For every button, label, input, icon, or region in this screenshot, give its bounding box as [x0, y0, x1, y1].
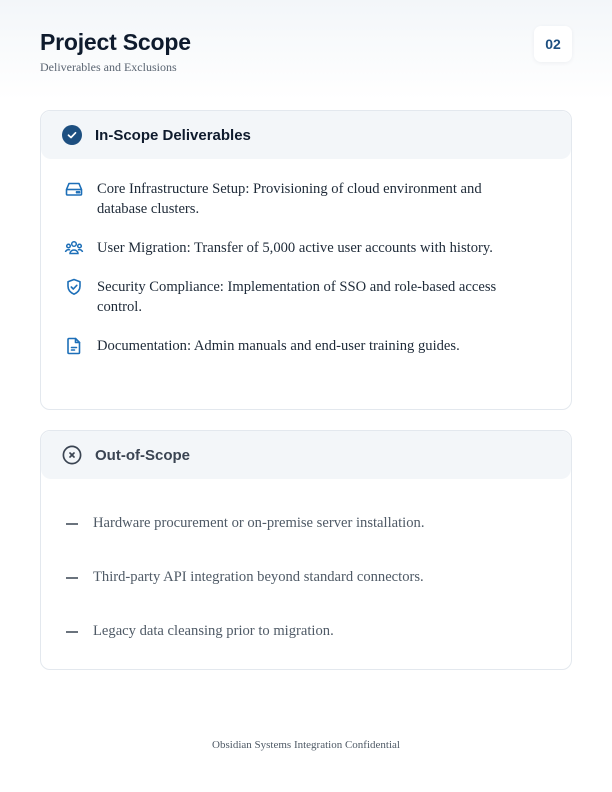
item-text: User Migration: Transfer of 5,000 active user accounts with history.: [97, 240, 493, 256]
in-scope-header: [41, 111, 571, 159]
out-of-scope-header: [41, 431, 571, 479]
list-item: [64, 238, 531, 258]
page-title: Project Scope: [40, 29, 191, 55]
list-item: [66, 494, 531, 553]
in-scope-card: [40, 110, 572, 410]
list-item: [66, 548, 531, 607]
check-circle-icon: [62, 125, 82, 145]
list-item: [66, 602, 531, 661]
in-scope-title: In-Scope Deliverables: [95, 126, 251, 144]
item-text: Documentation: Admin manuals and end-user training guides.: [97, 338, 460, 354]
footer-text: Obsidian Systems Integration Confidential: [212, 739, 400, 751]
item-text: Core Infrastructure Setup: Provisioning of cloud environment and database clusters.: [97, 181, 482, 217]
list-item: [64, 277, 531, 317]
out-of-scope-title: Out-of-Scope: [95, 446, 190, 464]
shield-check-icon: [64, 277, 84, 297]
out-of-scope-list: [41, 479, 571, 661]
page-subtitle: Deliverables and Exclusions: [40, 60, 177, 74]
hard-drive-icon: [64, 179, 84, 199]
x-circle-icon: [62, 445, 82, 465]
list-item: [64, 179, 531, 219]
out-of-scope-card: [40, 430, 572, 670]
dash-icon: [66, 631, 78, 633]
document-icon: [64, 336, 84, 356]
item-text: Third-party API integration beyond standard connectors.: [93, 569, 424, 585]
item-text: Hardware procurement or on-premise server installation.: [93, 515, 425, 531]
item-text: Legacy data cleansing prior to migration.: [93, 623, 334, 639]
dash-icon: [66, 577, 78, 579]
in-scope-list: [41, 159, 571, 356]
page-number-badge: 02: [534, 26, 572, 62]
users-icon: [64, 238, 84, 258]
dash-icon: [66, 523, 78, 525]
item-text: Security Compliance: Implementation of SSO and role-based access control.: [97, 279, 497, 315]
page-header: [40, 28, 572, 78]
list-item: [64, 336, 531, 356]
